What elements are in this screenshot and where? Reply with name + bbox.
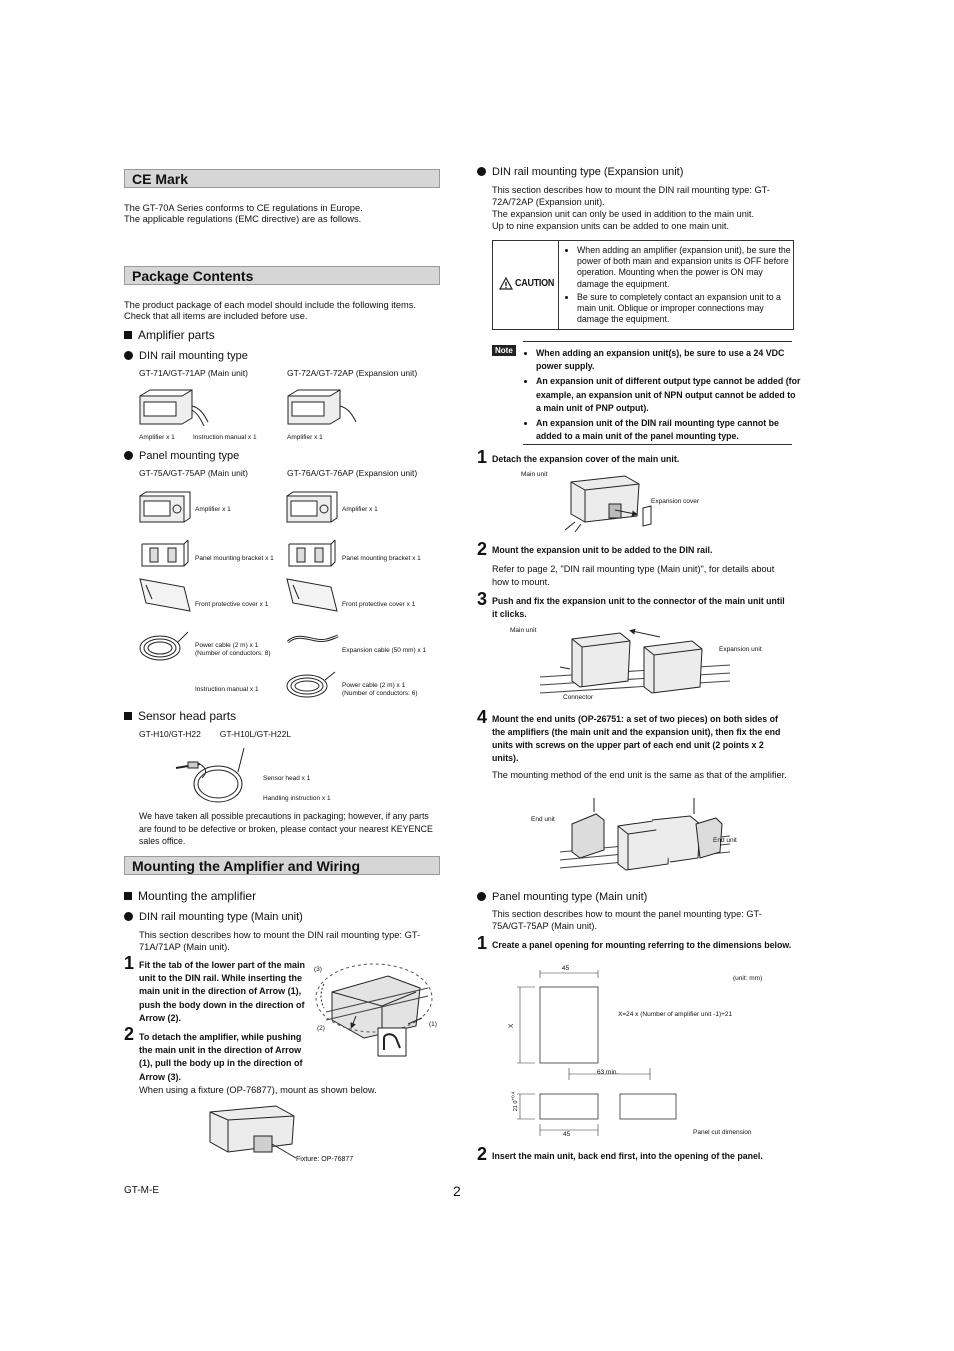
arrow-label-1: (1) — [429, 1021, 437, 1028]
amplifier-exp-illustration — [284, 388, 356, 430]
lbl-manual-2: Instruction manual x 1 — [195, 686, 259, 693]
caution-list — [565, 245, 795, 327]
panel-cut-dimension-drawing — [505, 964, 745, 1144]
ce-mark-heading: CE Mark — [124, 169, 440, 188]
s1-cover-label: Expansion cover — [651, 498, 700, 505]
step-number: 1 — [477, 933, 488, 953]
footer-code: GT-M-E — [124, 1185, 159, 1196]
front-cover-illustration — [138, 577, 192, 613]
panel-main-desc: This section describes how to mount the panel mounting type: GT-75A/GT-75AP (Main unit). — [492, 909, 762, 931]
din-main-model: GT-71A/GT-71AP (Main unit) — [139, 368, 248, 378]
package-intro: The product package of each model should include the following items. Check that all items are included before use. — [124, 300, 416, 321]
push-expansion-illustration — [540, 625, 730, 697]
panel-amplifier-exp-illustration — [285, 492, 339, 526]
lbl-power-cable-2: (Number of conductors: 8) — [195, 650, 271, 657]
step-number: 1 — [477, 447, 488, 467]
square-bullet-icon — [124, 892, 132, 900]
step-number: 1 — [124, 953, 135, 973]
arrow-label-2: (2) — [317, 1025, 325, 1032]
caution-label: CAUTION — [515, 278, 555, 289]
exp-step-3: Push and fix the expansion unit to the connector of the main unit until it clicks. — [492, 596, 785, 619]
panel-amplifier-illustration — [138, 492, 192, 526]
square-bullet-icon — [124, 712, 132, 720]
sensor-models: GT-H10/GT-H22 GT-H10L/GT-H22L — [139, 729, 292, 739]
panel-step-1: Create a panel opening for mounting referring to the dimensions below. — [492, 940, 792, 950]
din-exp-heading: DIN rail mounting type (Expansion unit) — [477, 166, 683, 178]
din-exp-desc-1: This section describes how to mount the DIN rail mounting type: GT-72A/72AP (Expansion unit). — [492, 185, 770, 207]
bullet-icon — [124, 351, 133, 360]
note-bottom-rule — [523, 444, 792, 445]
caution-item: • Be sure to completely contact an expansion unit to a main unit. Oblique or improper connections may damage the equipment. — [577, 292, 795, 326]
front-cover-exp-illustration — [285, 577, 339, 613]
lbl-sensor: Sensor head x 1 — [263, 775, 311, 782]
dim-x: X — [508, 1023, 516, 1029]
end-unit-illustration — [560, 796, 730, 880]
lbl-power6-1: Power cable (2 m) x 1 — [342, 682, 406, 689]
exp-step-4-desc: The mounting method of the end unit is the same as that of the amplifier. — [492, 770, 787, 780]
lbl-manual-1: Instruction manual x 1 — [193, 434, 257, 441]
dim-21-value: 21 0 — [513, 1100, 520, 1112]
bullet-icon — [477, 892, 486, 901]
bullet-icon — [124, 912, 133, 921]
dim-formula: X=24 x (Number of amplifier unit -1)+21 — [618, 1011, 733, 1018]
caution-box — [492, 240, 794, 330]
exp-step-2: Mount the expansion unit to be added to the DIN rail. — [492, 545, 713, 555]
mount-step-1: Fit the tab of the lower part of the main unit to the DIN rail. While inserting the main unit in the direction of Arrow (1), push the body down in the direction of Arrow (2). — [139, 960, 306, 1023]
lbl-handling: Handling instruction x 1 — [263, 795, 331, 802]
page-number: 2 — [453, 1183, 461, 1199]
power-cable-illustration — [138, 630, 192, 664]
s1-main-label: Main unit — [521, 471, 548, 478]
fixture-label: Fixture: OP-76877 — [296, 1156, 354, 1163]
din-exp-model: GT-72A/GT-72AP (Expansion unit) — [287, 368, 418, 378]
amp-parts-subheading: Amplifier parts — [124, 328, 215, 342]
power-cable-6-illustration — [285, 670, 339, 700]
mounting-heading: Mounting the Amplifier and Wiring — [124, 856, 440, 875]
s3-exp-label: Expansion unit — [719, 646, 762, 653]
step-number: 3 — [477, 589, 488, 609]
lbl-amp-1: Amplifier x 1 — [139, 434, 175, 441]
dim-21 — [509, 1092, 520, 1112]
din-exp-desc-2: The expansion unit can only be used in addition to the main unit. — [492, 209, 755, 219]
lbl-panel-amp-1: Amplifier x 1 — [195, 506, 231, 513]
amplifier-illustration — [136, 388, 208, 430]
note-item: • An expansion unit of different output type cannot be added (for example, an expansion unit of NPN output cannot be added to a main unit of PNP output). — [536, 375, 802, 415]
square-bullet-icon — [124, 331, 132, 339]
warning-triangle-icon — [499, 277, 513, 290]
din-type-label: DIN rail mounting type — [124, 350, 248, 362]
s3-connector-label: Connector — [563, 694, 593, 701]
panel-type-label: Panel mounting type — [124, 450, 239, 462]
package-contents-heading: Package Contents — [124, 266, 440, 285]
arrow-label-3: (3) — [314, 966, 322, 973]
lbl-bracket-2: Panel mounting bracket x 1 — [342, 555, 421, 562]
din-main-heading: DIN rail mounting type (Main unit) — [124, 911, 303, 923]
s3-main-label: Main unit — [510, 627, 537, 634]
lbl-exp-cable: Expansion cable (50 mm) x 1 — [342, 647, 427, 654]
step-number: 2 — [477, 1144, 488, 1164]
lbl-cover-2: Front protective cover x 1 — [342, 601, 416, 608]
fixture-illustration — [206, 1098, 298, 1160]
caution-label-cell — [493, 241, 559, 329]
note-tag: Note — [492, 345, 516, 356]
note-list — [524, 347, 802, 445]
fixture-note: When using a fixture (OP-76877), mount as shown below. — [139, 1085, 377, 1095]
caution-item: • When adding an amplifier (expansion unit), be sure the power of both main and expansion units is OFF before operation. Mounting when the power is ON may damage the equipment. — [577, 245, 795, 290]
exp-step-4: Mount the end units (OP-26751: a set of two pieces) on both sides of the amplifiers (the main unit and the expansion unit), then fix the end units with screws on the upper part of each end unit (2 points x 2 units). — [492, 714, 781, 763]
exp-step-2-desc: Refer to page 2, "DIN rail mounting type (Main unit)", for details about how to mount. — [492, 564, 775, 587]
end-unit-label-left: End unit — [531, 816, 555, 823]
lbl-bracket-1: Panel mounting bracket x 1 — [195, 555, 274, 562]
bracket-exp-illustration — [285, 540, 339, 570]
panel-cut-label: Panel cut dimension — [693, 1129, 752, 1136]
dim-45-top: 45 — [562, 965, 570, 972]
expansion-cover-illustration — [555, 470, 655, 532]
panel-main-model: GT-75A/GT-75AP (Main unit) — [139, 468, 248, 478]
lbl-panel-amp-2: Amplifier x 1 — [342, 506, 378, 513]
mount-step-2: To detach the amplifier, while pushing the main unit in the direction of Arrow (1), pull the body up in the direction of Arrow (3). — [139, 1032, 303, 1082]
ce-mark-body: The GT-70A Series conforms to CE regulations in Europe. The applicable regulations (EMC directive) are as follows. — [124, 203, 363, 224]
sensor-head-illustration — [172, 748, 246, 806]
precaution-text: We have taken all possible precautions in packaging; however, if any parts are found to be defective or broken, please contact your nearest KEYENCE sales office. — [139, 811, 433, 846]
mounting-amp-subheading: Mounting the amplifier — [124, 889, 256, 903]
lbl-amp-2: Amplifier x 1 — [287, 434, 323, 441]
bullet-icon — [124, 451, 133, 460]
panel-step-2: Insert the main unit, back end first, into the opening of the panel. — [492, 1151, 763, 1161]
exp-step-1: Detach the expansion cover of the main unit. — [492, 454, 680, 464]
step-number: 4 — [477, 707, 488, 727]
din-exp-desc — [492, 184, 794, 232]
lbl-cover-1: Front protective cover x 1 — [195, 601, 269, 608]
din-mount-illustration — [312, 962, 442, 1062]
dim-45-bottom: 45 — [563, 1131, 571, 1138]
note-item: • An expansion unit of the DIN rail mounting type cannot be added to a main unit of the panel mounting type. — [536, 417, 802, 443]
bracket-illustration — [138, 540, 192, 570]
lbl-power-cable-1: Power cable (2 m) x 1 — [195, 642, 259, 649]
din-main-desc: This section describes how to mount the DIN rail mounting type: GT-71A/71AP (Main unit). — [139, 930, 421, 952]
expansion-cable-illustration — [286, 632, 340, 652]
dim-63: 63 min. — [597, 1069, 619, 1076]
note-top-rule — [523, 341, 792, 342]
step-number: 2 — [477, 539, 488, 559]
din-exp-desc-3: Up to nine expansion units can be added to one main unit. — [492, 221, 729, 231]
end-unit-label-right: End unit — [713, 837, 737, 844]
bullet-icon — [477, 167, 486, 176]
lbl-power6-2: (Number of conductors: 6) — [342, 690, 418, 697]
panel-exp-model: GT-76A/GT-76AP (Expansion unit) — [287, 468, 418, 478]
dim-unit: (unit: mm) — [733, 975, 763, 982]
sensor-parts-subheading: Sensor head parts — [124, 709, 236, 723]
dim-21-tolerance: +0.4 — [510, 1091, 516, 1101]
panel-main-heading: Panel mounting type (Main unit) — [477, 891, 647, 903]
step-number: 2 — [124, 1024, 135, 1044]
note-item: • When adding an expansion unit(s), be sure to use a 24 VDC power supply. — [536, 347, 802, 373]
